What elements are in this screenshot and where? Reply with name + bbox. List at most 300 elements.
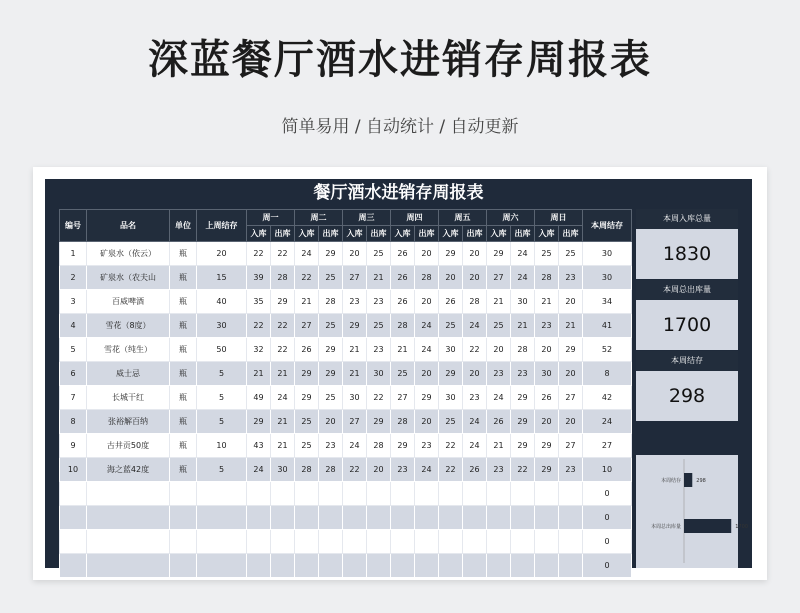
- cell-in[interactable]: [295, 530, 319, 554]
- cell-in[interactable]: 29: [487, 242, 511, 266]
- mini-chart-category-label: 本周结存: [660, 478, 681, 484]
- cell-out[interactable]: 29: [319, 242, 343, 266]
- cell-out[interactable]: 27: [559, 386, 583, 410]
- cell-in[interactable]: [439, 482, 463, 506]
- cell-out[interactable]: [367, 482, 391, 506]
- cell-in[interactable]: 32: [247, 338, 271, 362]
- cell-in[interactable]: 26: [487, 410, 511, 434]
- cell-out[interactable]: 29: [367, 410, 391, 434]
- table-row: [60, 554, 632, 578]
- cell-in[interactable]: 24: [343, 434, 367, 458]
- cell-out[interactable]: 27: [559, 434, 583, 458]
- cell-in[interactable]: 25: [439, 410, 463, 434]
- cell-out[interactable]: [415, 506, 439, 530]
- cell-out[interactable]: 24: [463, 410, 487, 434]
- cell-in[interactable]: 29: [247, 410, 271, 434]
- cell-out[interactable]: 20: [415, 290, 439, 314]
- cell-in[interactable]: 22: [247, 314, 271, 338]
- cell-in[interactable]: [247, 506, 271, 530]
- cell-out[interactable]: 23: [415, 434, 439, 458]
- cell-out[interactable]: 23: [511, 362, 535, 386]
- cell-out[interactable]: [559, 482, 583, 506]
- table-row: [60, 458, 632, 482]
- summary-in: [636, 209, 738, 279]
- cell-name[interactable]: [87, 554, 170, 578]
- cell-in[interactable]: 25: [439, 314, 463, 338]
- cell-in[interactable]: 26: [535, 386, 559, 410]
- mini-chart-bar: [684, 473, 692, 487]
- cell-out[interactable]: 20: [559, 410, 583, 434]
- cell-name[interactable]: 雪花（纯生）: [87, 338, 170, 362]
- cell-in[interactable]: [343, 482, 367, 506]
- cell-out[interactable]: [463, 554, 487, 578]
- cell-out[interactable]: 24: [271, 386, 295, 410]
- cell-no[interactable]: [60, 554, 87, 578]
- cell-out[interactable]: [463, 482, 487, 506]
- cell-unit[interactable]: 瓶: [170, 410, 197, 434]
- cell-out[interactable]: 24: [463, 314, 487, 338]
- cell-in[interactable]: 26: [391, 266, 415, 290]
- cell-in[interactable]: 20: [535, 338, 559, 362]
- cell-in[interactable]: [439, 506, 463, 530]
- cell-unit[interactable]: 瓶: [170, 290, 197, 314]
- cell-in[interactable]: [535, 482, 559, 506]
- cell-out[interactable]: 22: [367, 386, 391, 410]
- cell-name[interactable]: 张裕解百纳: [87, 410, 170, 434]
- cell-last-week[interactable]: [197, 530, 247, 554]
- cell-last-week[interactable]: 5: [197, 386, 247, 410]
- cell-out[interactable]: [415, 554, 439, 578]
- cell-unit[interactable]: 瓶: [170, 434, 197, 458]
- cell-in[interactable]: [535, 554, 559, 578]
- cell-name[interactable]: 矿泉水（农夫山: [87, 266, 170, 290]
- cell-in[interactable]: 22: [439, 434, 463, 458]
- cell-in[interactable]: 27: [343, 410, 367, 434]
- cell-this-week[interactable]: 27: [583, 434, 632, 458]
- cell-in[interactable]: 22: [439, 458, 463, 482]
- table-row: [60, 362, 632, 386]
- cell-in[interactable]: 29: [535, 458, 559, 482]
- cell-out[interactable]: [415, 482, 439, 506]
- mini-chart-value-label: 298: [696, 478, 706, 484]
- cell-out[interactable]: [415, 530, 439, 554]
- cell-name[interactable]: [87, 530, 170, 554]
- cell-out[interactable]: 23: [559, 266, 583, 290]
- cell-in[interactable]: 21: [487, 290, 511, 314]
- cell-in[interactable]: 29: [295, 386, 319, 410]
- cell-in[interactable]: 25: [487, 314, 511, 338]
- cell-out[interactable]: [559, 554, 583, 578]
- cell-in[interactable]: 24: [247, 458, 271, 482]
- cell-in[interactable]: 20: [487, 338, 511, 362]
- cell-out[interactable]: [511, 530, 535, 554]
- header-day: 周五: [439, 210, 487, 226]
- cell-in[interactable]: [343, 554, 367, 578]
- cell-in[interactable]: 39: [247, 266, 271, 290]
- cell-out[interactable]: 21: [511, 314, 535, 338]
- cell-in[interactable]: 23: [487, 458, 511, 482]
- cell-out[interactable]: 23: [463, 386, 487, 410]
- cell-out[interactable]: [319, 530, 343, 554]
- cell-in[interactable]: 20: [535, 410, 559, 434]
- inventory-table: [59, 209, 632, 578]
- header-in: 入库: [487, 226, 511, 242]
- cell-no[interactable]: 5: [60, 338, 87, 362]
- cell-unit[interactable]: 瓶: [170, 458, 197, 482]
- cell-last-week[interactable]: [197, 506, 247, 530]
- cell-in[interactable]: 28: [535, 266, 559, 290]
- cell-out[interactable]: 29: [511, 386, 535, 410]
- cell-out[interactable]: 30: [367, 362, 391, 386]
- cell-out[interactable]: 20: [415, 410, 439, 434]
- cell-out[interactable]: 21: [559, 314, 583, 338]
- cell-out[interactable]: 20: [559, 362, 583, 386]
- cell-this-week[interactable]: 34: [583, 290, 632, 314]
- cell-in[interactable]: [391, 482, 415, 506]
- cell-in[interactable]: [487, 530, 511, 554]
- cell-last-week[interactable]: 50: [197, 338, 247, 362]
- cell-out[interactable]: [367, 554, 391, 578]
- cell-in[interactable]: 27: [487, 266, 511, 290]
- cell-out[interactable]: [319, 506, 343, 530]
- report-card: [33, 167, 767, 580]
- cell-out[interactable]: 25: [319, 266, 343, 290]
- cell-in[interactable]: 25: [295, 410, 319, 434]
- cell-out[interactable]: 29: [559, 338, 583, 362]
- cell-out[interactable]: 28: [319, 458, 343, 482]
- cell-last-week[interactable]: [197, 554, 247, 578]
- cell-out[interactable]: 21: [271, 410, 295, 434]
- cell-name[interactable]: 矿泉水（依云）: [87, 242, 170, 266]
- cell-name[interactable]: [87, 482, 170, 506]
- cell-out[interactable]: [511, 482, 535, 506]
- cell-in[interactable]: [247, 482, 271, 506]
- header-in: 入库: [391, 226, 415, 242]
- cell-this-week[interactable]: 24: [583, 410, 632, 434]
- cell-unit[interactable]: [170, 506, 197, 530]
- cell-in[interactable]: [295, 482, 319, 506]
- header-out: 出库: [559, 226, 583, 242]
- page-subtitle: 简单易用 / 自动统计 / 自动更新: [281, 117, 519, 137]
- cell-in[interactable]: 25: [391, 362, 415, 386]
- cell-in[interactable]: [391, 506, 415, 530]
- header-last-week: 上周结存: [197, 210, 247, 242]
- table-row: [60, 506, 632, 530]
- cell-in[interactable]: 21: [487, 434, 511, 458]
- cell-out[interactable]: 25: [319, 314, 343, 338]
- cell-out[interactable]: 30: [511, 290, 535, 314]
- cell-name[interactable]: 雪花（8度）: [87, 314, 170, 338]
- cell-in[interactable]: 29: [439, 362, 463, 386]
- cell-out[interactable]: 24: [415, 338, 439, 362]
- table-row: [60, 314, 632, 338]
- cell-out[interactable]: [271, 554, 295, 578]
- cell-unit[interactable]: 瓶: [170, 386, 197, 410]
- cell-this-week[interactable]: 8: [583, 362, 632, 386]
- cell-out[interactable]: [271, 482, 295, 506]
- cell-in[interactable]: 43: [247, 434, 271, 458]
- cell-out[interactable]: 28: [367, 434, 391, 458]
- cell-out[interactable]: [367, 506, 391, 530]
- cell-out[interactable]: 22: [271, 338, 295, 362]
- cell-in[interactable]: 28: [391, 314, 415, 338]
- cell-no[interactable]: [60, 530, 87, 554]
- cell-in[interactable]: [535, 506, 559, 530]
- cell-out[interactable]: 26: [463, 458, 487, 482]
- cell-this-week[interactable]: 0: [583, 482, 632, 506]
- cell-last-week[interactable]: 5: [197, 410, 247, 434]
- cell-out[interactable]: 22: [511, 458, 535, 482]
- cell-name[interactable]: 百威啤酒: [87, 290, 170, 314]
- cell-last-week[interactable]: 40: [197, 290, 247, 314]
- cell-name[interactable]: [87, 506, 170, 530]
- header-day: 周一: [247, 210, 295, 226]
- cell-in[interactable]: [295, 554, 319, 578]
- cell-out[interactable]: 24: [415, 314, 439, 338]
- cell-in[interactable]: 30: [535, 362, 559, 386]
- cell-in[interactable]: [247, 530, 271, 554]
- cell-out[interactable]: 20: [415, 362, 439, 386]
- cell-out[interactable]: 23: [367, 290, 391, 314]
- cell-out[interactable]: 23: [559, 458, 583, 482]
- cell-in[interactable]: 20: [343, 242, 367, 266]
- table-row: [60, 410, 632, 434]
- cell-this-week[interactable]: 52: [583, 338, 632, 362]
- cell-out[interactable]: 28: [463, 290, 487, 314]
- cell-in[interactable]: 28: [295, 458, 319, 482]
- cell-in[interactable]: [391, 554, 415, 578]
- cell-out[interactable]: 20: [319, 410, 343, 434]
- cell-in[interactable]: 29: [439, 242, 463, 266]
- cell-unit[interactable]: [170, 530, 197, 554]
- cell-out[interactable]: 20: [367, 458, 391, 482]
- cell-out[interactable]: [319, 482, 343, 506]
- cell-name[interactable]: 威士忌: [87, 362, 170, 386]
- cell-out[interactable]: 21: [271, 434, 295, 458]
- cell-out[interactable]: [271, 530, 295, 554]
- cell-out[interactable]: 29: [511, 410, 535, 434]
- table-row: [60, 386, 632, 410]
- cell-in[interactable]: 26: [295, 338, 319, 362]
- cell-in[interactable]: 28: [391, 410, 415, 434]
- cell-out[interactable]: [511, 506, 535, 530]
- table-row: [60, 338, 632, 362]
- cell-in[interactable]: 27: [343, 266, 367, 290]
- cell-out[interactable]: 22: [463, 338, 487, 362]
- cell-out[interactable]: 29: [271, 290, 295, 314]
- cell-in[interactable]: 21: [535, 290, 559, 314]
- cell-out[interactable]: 30: [271, 458, 295, 482]
- cell-in[interactable]: 30: [439, 338, 463, 362]
- cell-no[interactable]: [60, 482, 87, 506]
- cell-out[interactable]: 23: [319, 434, 343, 458]
- cell-out[interactable]: 22: [271, 314, 295, 338]
- header-in: 入库: [535, 226, 559, 242]
- cell-no[interactable]: 2: [60, 266, 87, 290]
- cell-in[interactable]: [391, 530, 415, 554]
- cell-no[interactable]: 1: [60, 242, 87, 266]
- cell-unit[interactable]: [170, 554, 197, 578]
- cell-last-week[interactable]: 20: [197, 242, 247, 266]
- cell-out[interactable]: 28: [415, 266, 439, 290]
- cell-in[interactable]: 23: [343, 290, 367, 314]
- cell-in[interactable]: [487, 554, 511, 578]
- cell-out[interactable]: [559, 530, 583, 554]
- cell-no[interactable]: [60, 506, 87, 530]
- cell-out[interactable]: [511, 554, 535, 578]
- cell-in[interactable]: 26: [439, 290, 463, 314]
- cell-out[interactable]: 24: [415, 458, 439, 482]
- cell-in[interactable]: 21: [295, 290, 319, 314]
- cell-in[interactable]: [295, 506, 319, 530]
- header-out: 出库: [271, 226, 295, 242]
- cell-in[interactable]: 24: [487, 386, 511, 410]
- cell-in[interactable]: [439, 554, 463, 578]
- cell-out[interactable]: 20: [559, 290, 583, 314]
- cell-in[interactable]: 35: [247, 290, 271, 314]
- cell-in[interactable]: 29: [535, 434, 559, 458]
- cell-out[interactable]: [319, 554, 343, 578]
- cell-this-week[interactable]: 0: [583, 506, 632, 530]
- cell-in[interactable]: [535, 530, 559, 554]
- cell-out[interactable]: 20: [463, 362, 487, 386]
- cell-out[interactable]: [367, 530, 391, 554]
- cell-out[interactable]: 21: [367, 266, 391, 290]
- cell-out[interactable]: 25: [367, 242, 391, 266]
- cell-this-week[interactable]: 42: [583, 386, 632, 410]
- cell-out[interactable]: 25: [319, 386, 343, 410]
- cell-name[interactable]: 古井贡50度: [87, 434, 170, 458]
- cell-in[interactable]: 29: [343, 314, 367, 338]
- cell-this-week[interactable]: 30: [583, 242, 632, 266]
- cell-in[interactable]: 29: [391, 434, 415, 458]
- cell-last-week[interactable]: 10: [197, 434, 247, 458]
- cell-in[interactable]: 21: [391, 338, 415, 362]
- header-name: 品名: [87, 210, 170, 242]
- header-in: 入库: [343, 226, 367, 242]
- cell-in[interactable]: 30: [343, 386, 367, 410]
- cell-no[interactable]: 3: [60, 290, 87, 314]
- cell-last-week[interactable]: 5: [197, 458, 247, 482]
- cell-in[interactable]: 49: [247, 386, 271, 410]
- cell-this-week[interactable]: 0: [583, 554, 632, 578]
- cell-unit[interactable]: 瓶: [170, 338, 197, 362]
- cell-last-week[interactable]: 30: [197, 314, 247, 338]
- cell-out[interactable]: 24: [511, 266, 535, 290]
- cell-in[interactable]: 23: [487, 362, 511, 386]
- cell-out[interactable]: 23: [367, 338, 391, 362]
- cell-unit[interactable]: 瓶: [170, 314, 197, 338]
- summary-in-label: 本周入库总量: [636, 209, 738, 229]
- header-unit: 单位: [170, 210, 197, 242]
- cell-unit[interactable]: [170, 482, 197, 506]
- cell-out[interactable]: [559, 506, 583, 530]
- cell-in[interactable]: 20: [439, 266, 463, 290]
- cell-this-week[interactable]: 41: [583, 314, 632, 338]
- cell-this-week[interactable]: 0: [583, 530, 632, 554]
- cell-out[interactable]: 29: [319, 338, 343, 362]
- summary-stock-value: 298: [636, 371, 738, 421]
- cell-out[interactable]: 20: [415, 242, 439, 266]
- cell-out[interactable]: 25: [367, 314, 391, 338]
- cell-this-week[interactable]: 10: [583, 458, 632, 482]
- cell-out[interactable]: 28: [511, 338, 535, 362]
- cell-out[interactable]: 29: [319, 362, 343, 386]
- cell-unit[interactable]: 瓶: [170, 362, 197, 386]
- cell-in[interactable]: 30: [439, 386, 463, 410]
- cell-in[interactable]: 22: [343, 458, 367, 482]
- cell-in[interactable]: 29: [295, 362, 319, 386]
- cell-in[interactable]: [343, 530, 367, 554]
- cell-no[interactable]: 4: [60, 314, 87, 338]
- cell-in[interactable]: 24: [295, 242, 319, 266]
- table-row: [60, 434, 632, 458]
- cell-no[interactable]: 10: [60, 458, 87, 482]
- cell-in[interactable]: 26: [391, 242, 415, 266]
- cell-no[interactable]: 7: [60, 386, 87, 410]
- cell-last-week[interactable]: [197, 482, 247, 506]
- cell-out[interactable]: 28: [319, 290, 343, 314]
- cell-no[interactable]: 8: [60, 410, 87, 434]
- cell-out[interactable]: 28: [271, 266, 295, 290]
- cell-in[interactable]: 26: [391, 290, 415, 314]
- cell-out[interactable]: [463, 506, 487, 530]
- header-day: 周四: [391, 210, 439, 226]
- cell-out[interactable]: 21: [271, 362, 295, 386]
- cell-name[interactable]: 海之蓝42度: [87, 458, 170, 482]
- summary-out-value: 1700: [636, 300, 738, 350]
- cell-in[interactable]: 21: [343, 338, 367, 362]
- cell-out[interactable]: 20: [463, 266, 487, 290]
- cell-out[interactable]: 24: [511, 242, 535, 266]
- cell-in[interactable]: 27: [391, 386, 415, 410]
- cell-in[interactable]: [487, 506, 511, 530]
- header-out: 出库: [415, 226, 439, 242]
- cell-last-week[interactable]: 5: [197, 362, 247, 386]
- cell-out[interactable]: 29: [511, 434, 535, 458]
- cell-out[interactable]: [463, 530, 487, 554]
- cell-in[interactable]: [247, 554, 271, 578]
- cell-in[interactable]: 23: [391, 458, 415, 482]
- cell-in[interactable]: 25: [535, 242, 559, 266]
- cell-last-week[interactable]: 15: [197, 266, 247, 290]
- cell-in[interactable]: 21: [343, 362, 367, 386]
- cell-unit[interactable]: 瓶: [170, 242, 197, 266]
- spreadsheet: [45, 179, 752, 568]
- cell-in[interactable]: [487, 482, 511, 506]
- cell-name[interactable]: 长城干红: [87, 386, 170, 410]
- cell-out[interactable]: 25: [559, 242, 583, 266]
- cell-out[interactable]: 20: [463, 242, 487, 266]
- cell-out[interactable]: [271, 506, 295, 530]
- cell-in[interactable]: 23: [535, 314, 559, 338]
- cell-no[interactable]: 6: [60, 362, 87, 386]
- cell-in[interactable]: 27: [295, 314, 319, 338]
- cell-out[interactable]: 29: [415, 386, 439, 410]
- cell-no[interactable]: 9: [60, 434, 87, 458]
- cell-in[interactable]: [439, 530, 463, 554]
- cell-in[interactable]: 21: [247, 362, 271, 386]
- cell-out[interactable]: 22: [271, 242, 295, 266]
- cell-in[interactable]: [343, 506, 367, 530]
- cell-out[interactable]: 24: [463, 434, 487, 458]
- cell-in[interactable]: 22: [247, 242, 271, 266]
- header-this-week: 本周结存: [583, 210, 632, 242]
- cell-in[interactable]: 25: [295, 434, 319, 458]
- cell-in[interactable]: 22: [295, 266, 319, 290]
- cell-this-week[interactable]: 30: [583, 266, 632, 290]
- cell-unit[interactable]: 瓶: [170, 266, 197, 290]
